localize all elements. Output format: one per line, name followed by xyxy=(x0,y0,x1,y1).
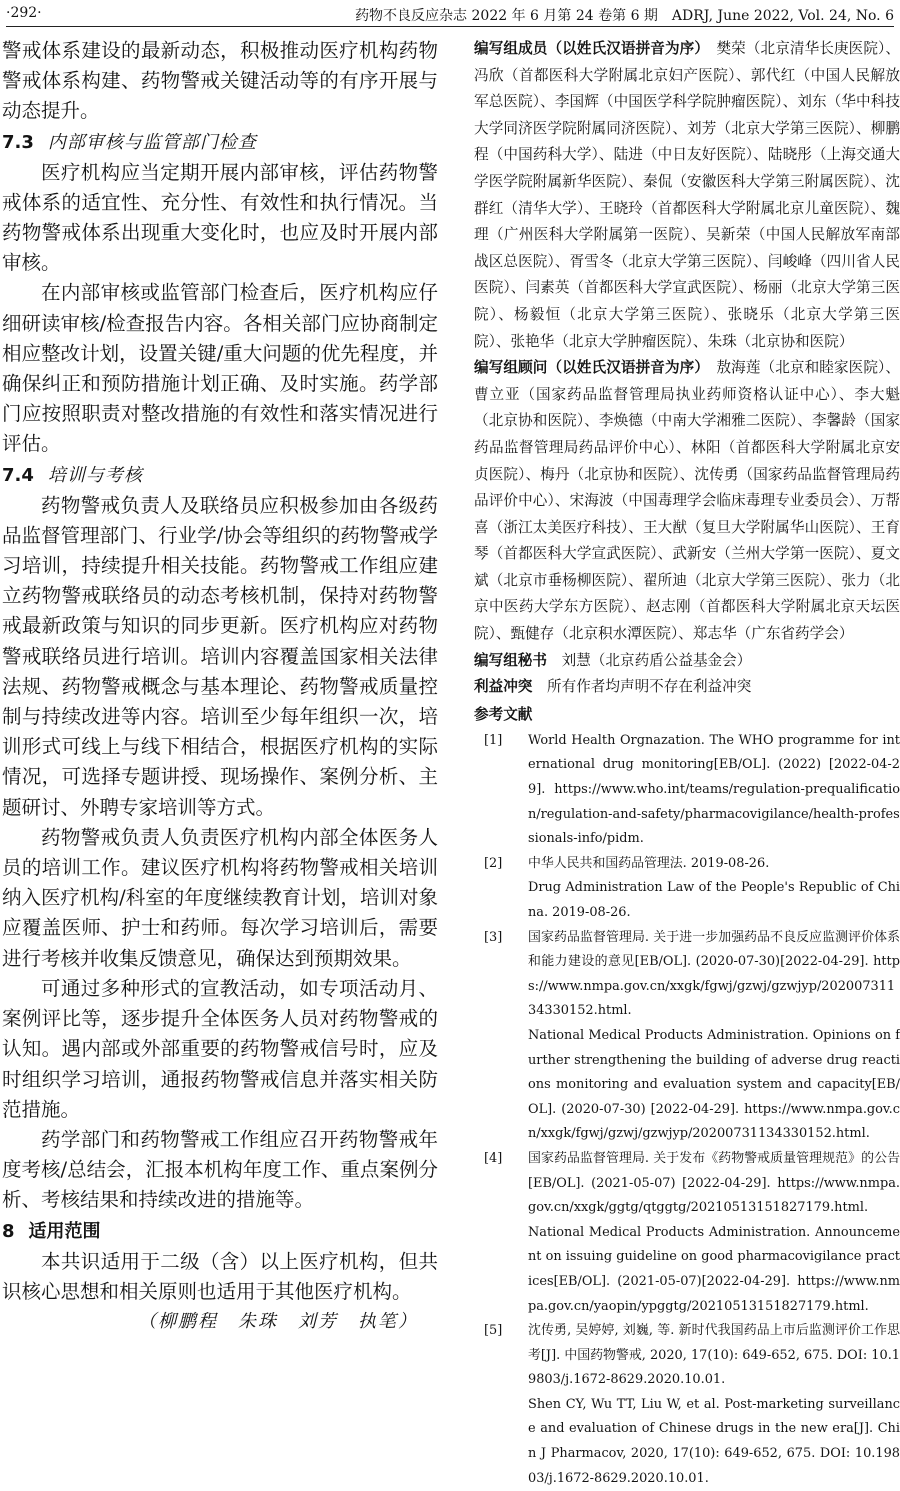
reference-item xyxy=(474,729,900,852)
reference-body xyxy=(528,852,900,926)
reference-list xyxy=(474,729,900,1491)
reference-item xyxy=(474,852,900,926)
reference-text: National Medical Products Administration. Announcement on issuing guideline on good pharmacovigilance practices[EB/OL]. (2021-05-07)[2022-04-29]. https://www.nmpa.gov.cn/yaopin/ypggtg/20210513151827179.html. xyxy=(528,1224,900,1314)
section-8-title: 适用范围 xyxy=(28,1220,101,1242)
reference-number: [2] xyxy=(484,855,503,871)
conflict-statement: 所有作者均声明不存在利益冲突 xyxy=(547,678,752,696)
reference-text: World Health Orgnazation. The WHO programme for international drug monitoring[EB/OL]. (2022) [2022-04-29]. https://www.who.int/teams/regulation-prequalification/regulation-and-safety/pharmacovigilance/health-professionals-info/pidm. xyxy=(528,732,900,847)
advisors-label: 编写组顾问（以姓氏汉语拼音为序） xyxy=(474,359,702,377)
reference-item xyxy=(474,926,900,1147)
reference-text: National Medical Products Administration. Opinions on further strengthening the building of adverse drug reactions monitoring and evaluation system and capacity[EB/OL]. (2020-07-30) [2022-04-29]. https://www.nmpa.gov.cn/xxgk/fgwj/gzwj/gzwjyp/20200731134330152.html. xyxy=(528,1027,900,1142)
reference-text: Shen CY, Wu TT, Liu W, et al. Post-marketing surveillance and evaluation of Chinese drugs in the new era[J]. Chin J Pharmacov, 2020, 17(10): 649-652, 675. DOI: 10.19803/j.1672-8629.2020.10.01. xyxy=(528,1396,900,1486)
page-number: ·292· xyxy=(6,5,42,21)
members-list: 樊荣（北京清华长庚医院）、冯欣（首都医科大学附属北京妇产医院）、郭代红（中国人民解放军总医院）、李国辉（中国医学科学院肿瘤医院）、刘东（华中科技大学同济医学院附属同济医院）、刘芳（北京大学第三医院）、柳鹏程（中国药科大学）、陆进（中日友好医院）、陆晓彤（上海交通大学医学院附属新华医院）、秦侃（安徽医科大学第三附属医院）、沈群红（清华大学）、王晓玲（首都医科大学附属北京儿童医院）、魏理（广州医科大学附属第一医院）、吴新荣（中国人民解放军南部战区总医院）、胥雪冬（北京大学第三医院）、闫峻峰（四川省人民医院）、闫素英（首都医科大学宣武医院）、杨丽（北京大学第三医院）、杨毅恒（北京大学第三医院）、张晓乐（北京大学第三医院）、张艳华（北京大学肿瘤医院）、朱珠（北京协和医院） xyxy=(474,40,900,350)
section-7-4-paragraph-1: 药物警戒负责人及联络员应积极参加由各级药品监督管理部门、行业学/协会等组织的药物警戒学习培训，持续提升相关技能。药物警戒工作组应建立药物警戒联络员的动态考核机制，保持对药物警戒最新政策与知识的同步更新。医疗机构应对药物警戒联络员进行培训。培训内容覆盖国家相关法律法规、药物警戒概念与基本理论、药物警戒质量控制与持续改进等内容。培训至少每年组织一次，培训形式可线上与线下相结合，根据医疗机构的实际情况，可选择专题讲授、现场操作、案例分析、主题研讨、外聘专家培训等方式。 xyxy=(2,493,438,819)
reference-item xyxy=(474,1319,900,1491)
secretary-label: 编写组秘书 xyxy=(474,651,547,669)
reference-body xyxy=(528,1147,900,1319)
reference-number: [1] xyxy=(484,732,503,748)
advisors-list: 敖海莲（北京和睦家医院）、曹立亚（国家药品监督管理局执业药师资格认证中心）、李大魁（北京协和医院）、李焕德（中南大学湘雅二医院）、李馨龄（国家药品监督管理局药品评价中心）、林阳（首都医科大学附属北京安贞医院）、梅丹（北京协和医院）、沈传勇（国家药品监督管理局药品评价中心）、宋海波（中国毒理学会临床毒理专业委员会）、万帮喜（浙江太美医疗科技）、王大猷（复旦大学附属华山医院）、王育琴（首都医科大学宣武医院）、武新安（兰州大学第一医院）、夏文斌（北京市垂杨柳医院）、翟所迪（北京大学第三医院）、张力（北京中医药大学东方医院）、赵志刚（首都医科大学附属北京天坛医院）、甄健存（北京积水潭医院）、郑志华（广东省药学会） xyxy=(474,359,900,643)
left-column xyxy=(2,36,438,1337)
section-8-heading xyxy=(2,1216,438,1247)
section-7-4-paragraph-3: 可通过多种形式的宣教活动，如专项活动月、案例评比等，逐步提升全体医务人员对药物警戒的认知。遇内部或外部重要的药物警戒信号时，应及时组织学习培训，通报药物警戒信息并落实相关防范措施。 xyxy=(2,976,438,1121)
section-7-4-number: 7.4 xyxy=(2,464,34,486)
author-signature: （柳鹏程 朱珠 刘芳 执笔） xyxy=(138,1310,418,1332)
section-7-4-paragraph-4: 药学部门和药物警戒工作组应召开药物警戒年度考核/总结会，汇报本机构年度工作、重点案例分析、考核结果和持续改进的措施等。 xyxy=(2,1127,438,1212)
right-column xyxy=(474,36,900,1491)
section-7-4-heading xyxy=(2,460,438,491)
reference-text: 国家药品监督管理局. 关于发布《药物警戒质量管理规范》的公告[EB/OL]. (2021-05-07) [2022-04-29]. https://www.nmpa.gov.cn/xxgk/ggtg/qtggtg/20210513151827179.html. xyxy=(528,1150,900,1216)
section-8-number: 8 xyxy=(2,1220,15,1242)
section-7-3-heading xyxy=(2,127,438,158)
conflict-block xyxy=(474,674,900,701)
section-7-4-title: 培训与考核 xyxy=(47,464,143,486)
reference-item xyxy=(474,1147,900,1319)
reference-text: 沈传勇, 吴婷婷, 刘巍, 等. 新时代我国药品上市后监测评价工作思考[J]. 中国药物警戒, 2020, 17(10): 649-652, 675. DOI: 10.19803/j.1672-8629.2020.10.01. xyxy=(528,1323,900,1388)
section-7-4-paragraph-2: 药物警戒负责人负责医疗机构内部全体医务人员的培训工作。建议医疗机构将药物警戒相关培训纳入医疗机构/科室的年度继续教育计划，培训对象应覆盖医师、护士和药师。每次学习培训后，需要进行考核并收集反馈意见，确保达到预期效果。 xyxy=(2,825,438,970)
section-7-3-number: 7.3 xyxy=(2,131,34,153)
section-7-3-paragraph-2: 在内部审核或监管部门检查后，医疗机构应仔细研读审核/检查报告内容。各相关部门应协商制定相应整改计划，设置关键/重大问题的优先程度，并确保纠正和预防措施计划正确、及时实施。药学部门应按照职责对整改措施的有效性和落实情况进行评估。 xyxy=(2,281,438,456)
section-8-paragraph-1: 本共识适用于二级（含）以上医疗机构，但共识核心思想和相关原则也适用于其他医疗机构。 xyxy=(2,1249,438,1303)
section-7-3-title: 内部审核与监管部门检查 xyxy=(47,131,257,153)
intro-paragraph: 警戒体系建设的最新动态，积极推动医疗机构药物警戒体系构建、药物警戒关键活动等的有序开展与动态提升。 xyxy=(2,39,438,123)
members-block xyxy=(474,36,900,355)
conflict-label: 利益冲突 xyxy=(474,678,533,696)
reference-body xyxy=(528,729,900,852)
reference-text: 中华人民共和国药品管理法. 2019-08-26. xyxy=(528,855,770,871)
running-header xyxy=(6,2,894,27)
reference-number: [3] xyxy=(484,929,503,945)
secretary-block xyxy=(474,648,900,675)
journal-citation: 药物不良反应杂志 2022 年 6 月第 24 卷第 6 期 ADRJ, June 2022, Vol. 24, No. 6 xyxy=(355,8,894,24)
reference-body xyxy=(528,926,900,1147)
reference-number: [4] xyxy=(484,1150,503,1166)
secretary-name: 刘慧（北京药盾公益基金会） xyxy=(561,651,752,669)
section-7-3-paragraph-1: 医疗机构应当定期开展内部审核，评估药物警戒体系的适宜性、充分性、有效性和执行情况。当药物警戒体系出现重大变化时，也应及时开展内部审核。 xyxy=(2,160,438,275)
reference-body xyxy=(528,1319,900,1491)
references-title: 参考文献 xyxy=(474,705,533,723)
reference-number: [5] xyxy=(484,1323,503,1339)
advisors-block xyxy=(474,355,900,648)
members-label: 编写组成员（以姓氏汉语拼音为序） xyxy=(474,40,702,57)
reference-text: 国家药品监督管理局. 关于进一步加强药品不良反应监测评价体系和能力建设的意见[EB/OL]. (2020-07-30)[2022-04-29]. https://www.nmpa.gov.cn/xxgk/fgwj/gzwj/gzwjyp/20200731134330152.html. xyxy=(528,929,900,1019)
reference-text: Drug Administration Law of the People's Republic of China. 2019-08-26. xyxy=(528,880,900,920)
